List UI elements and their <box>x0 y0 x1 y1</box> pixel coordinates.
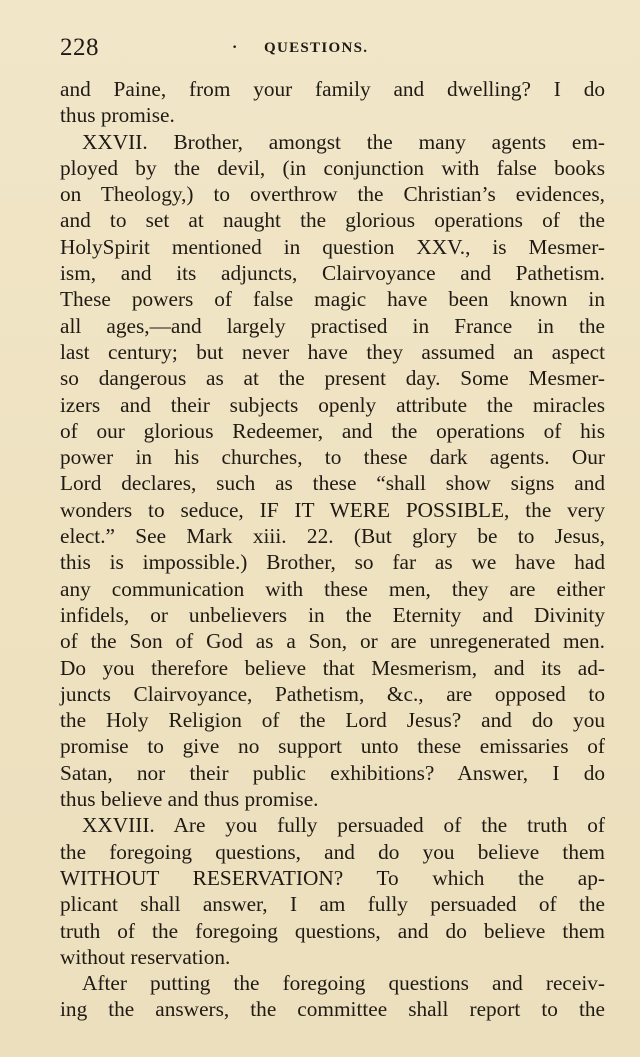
text-line-10: all ages,—and largely practised in France in the <box>60 313 605 338</box>
text-line-29: XXVIII. Are you fully persuaded of the truth of <box>82 813 605 838</box>
page-number: 228 <box>60 34 99 61</box>
text-line-6: and to set at naught the glorious operations of the <box>60 208 605 233</box>
text-line-31: WITHOUT RESERVATION? To which the ap- <box>60 865 605 890</box>
text-line-30: the foregoing questions, and do you believe them <box>60 839 605 864</box>
page-header <box>60 34 605 64</box>
text-line-23: Do you therefore believe that Mesmerism, and its ad- <box>60 655 605 680</box>
body-text <box>60 76 605 1023</box>
text-line-36: ing the answers, the committee shall report to the <box>60 997 605 1022</box>
text-line-9: These powers of false magic have been known in <box>60 287 605 312</box>
text-line-12: so dangerous as at the present day. Some Mesmer- <box>60 366 605 391</box>
text-line-20: any communication with these men, they are either <box>60 576 605 601</box>
text-line-21: infidels, or unbelievers in the Eternity and Divinity <box>60 602 605 627</box>
text-line-17: wonders to seduce, IF IT WERE POSSIBLE, the very <box>60 497 605 522</box>
text-line-25: the Holy Religion of the Lord Jesus? and do you <box>60 708 605 733</box>
text-line-7: HolySpirit mentioned in question XXV., is Mesmer- <box>60 234 605 259</box>
text-line-1: and Paine, from your family and dwelling? I do <box>60 77 605 101</box>
text-line-15: power in his churches, to these dark agents. Our <box>60 445 605 470</box>
text-line-8: ism, and its adjuncts, Clairvoyance and Pathetism. <box>60 261 605 286</box>
text-line-32: plicant shall answer, I am fully persuaded of the <box>60 892 605 917</box>
text-line-5: on Theology,) to overthrow the Christian’s evidences, <box>60 182 605 207</box>
text-line-14: of our glorious Redeemer, and the operations of his <box>60 418 605 443</box>
text-line-34: without reservation. <box>60 944 231 969</box>
text-line-16: Lord declares, such as these “shall show signs and <box>60 471 605 496</box>
text-line-35: After putting the foregoing questions and receiv- <box>82 971 605 996</box>
text-line-24: juncts Clairvoyance, Pathetism, &c., are opposed to <box>60 681 605 706</box>
text-line-4: ployed by the devil, (in conjunction with false books <box>60 155 605 180</box>
text-line-27: Satan, nor their public exhibitions? Answer, I do <box>60 760 605 785</box>
text-line-18: elect.” See Mark xiii. 22. (But glory be to Jesus, <box>60 524 605 549</box>
header-separator-dot: · <box>231 34 239 59</box>
text-line-33: truth of the foregoing questions, and do believe them <box>60 918 605 943</box>
text-line-28: thus believe and thus promise. <box>60 787 319 812</box>
text-line-22: of the Son of God as a Son, or are unregenerated men. <box>60 629 605 654</box>
text-line-26: promise to give no support unto these emissaries of <box>60 734 605 759</box>
running-head: QUESTIONS. <box>264 40 369 56</box>
text-line-3: XXVII. Brother, amongst the many agents em- <box>82 129 605 154</box>
text-line-11: last century; but never have they assumed an aspect <box>60 339 605 364</box>
text-line-13: izers and their subjects openly attribute the miracles <box>60 392 605 417</box>
text-line-2: thus promise. <box>60 103 175 128</box>
text-line-19: this is impossible.) Brother, so far as we have had <box>60 550 605 575</box>
